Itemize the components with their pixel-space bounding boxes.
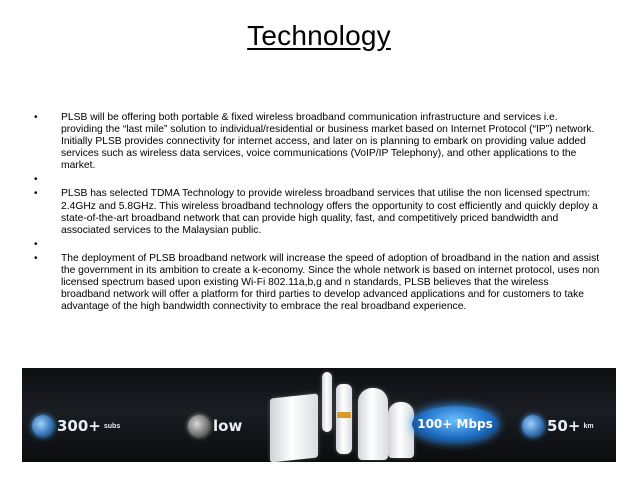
subscribers-number: 300+: [57, 417, 101, 435]
bullet-item: [34, 188, 600, 236]
bullet-text: PLSB will be offering both portable & fixed wireless broadband communication infrastructure and services i.e. providing the “last mile” solution to individual/residential or business market based on Internet Protocol (“IP”) network. Initially PLSB provides connectivity for internet access, and later on is planning to embark on providing value added services such as wireless data services, voice communications (VoIP/IP Telephony), and other applications to the market.: [61, 112, 595, 172]
bullet-item-empty: [34, 174, 600, 186]
slide-title: Technology: [247, 20, 391, 51]
globe-icon: [32, 415, 54, 437]
bullet-radio-device-image: [388, 402, 414, 458]
product-banner-image: [22, 368, 616, 462]
bullet-item: [34, 253, 600, 313]
clock-icon: [188, 415, 210, 437]
bullet-dot: •: [34, 252, 38, 264]
bullet-text: PLSB has selected TDMA Technology to provide wireless broadband services that utilise the non licensed spectrum: 2.4GHz and 5.8GHz. This wireless broadband technology offers the opportunity to cost efficiently and quickly deploy a state-of-the-art broadband network that can provide high quality, fast, and competitively priced bandwidth and associated services to the Malaysian public.: [61, 188, 598, 236]
device-label-mark: [337, 412, 351, 418]
satellite-icon: [522, 415, 544, 437]
access-point-device-image: [270, 393, 318, 462]
latency-badge: [188, 414, 242, 438]
subscribers-badge: [32, 414, 120, 438]
bullet-dot: •: [34, 188, 38, 200]
range-number: 50+: [547, 417, 581, 435]
bullet-dot: •: [34, 238, 38, 250]
antenna-device-image: [322, 372, 332, 432]
speed-badge: 100+ Mbps: [412, 406, 498, 442]
range-unit: km: [583, 422, 594, 430]
bullet-dot: •: [34, 112, 38, 123]
range-badge: [522, 414, 594, 438]
bullet-item-empty: [34, 239, 600, 251]
subscribers-unit: subs: [103, 422, 121, 430]
bullet-radio-device-image: [358, 388, 388, 460]
bullet-list: [34, 112, 600, 313]
latency-text: low: [213, 417, 243, 435]
tube-radio-device-image: [336, 384, 352, 454]
bullet-text: The deployment of PLSB broadband network will increase the speed of adoption of broadband in the nation and assist the government in its ambition to create a k-economy. Since the whole network is based on internet protocol, uses non licensed spectrum based upon existing Wi-Fi 802.11a,b,g and n standards, PLSB believes that the wireless broadband network will offer a platform for third parties to develop advanced applications and for customers to take advantage of the high bandwidth connectivity to embrace the real broadband experience.: [61, 252, 600, 313]
bullet-dot: •: [34, 174, 38, 186]
bullet-item: [34, 112, 600, 172]
